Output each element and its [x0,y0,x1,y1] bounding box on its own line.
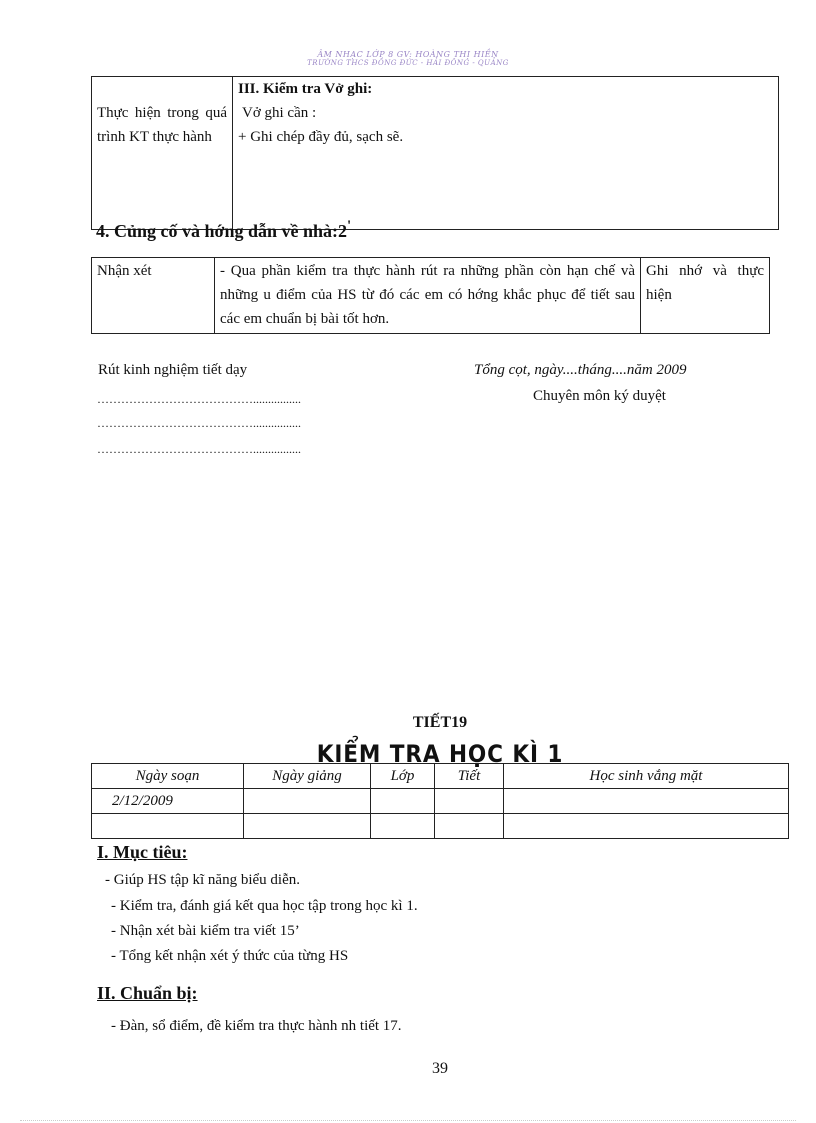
date-line: Tổng cọt, ngày....tháng....năm 2009 [474,362,687,378]
list-item: - Đàn, sổ điểm, đề kiểm tra thực hành nh tiết 17. [111,1018,402,1034]
section-4-heading [96,218,351,242]
table-cell [244,814,371,839]
table-vo-ghi [91,76,779,230]
table-row [92,789,789,814]
dotted-line: …………………………………................ [97,392,301,406]
table-cell [371,789,435,814]
table-header: Tiết [435,764,504,789]
table-cell [504,789,789,814]
table-header: Lớp [371,764,435,789]
table-cell: Ghi nhớ và thực hiện [641,258,770,334]
table-header: Ngày soạn [92,764,244,789]
text-line: + Ghi chép đầy đủ, sạch sẽ. [238,129,404,145]
table-header-row [92,764,789,789]
lesson-title: KIỂM TRA HỌC KÌ 1 [316,740,564,768]
page-number: 39 [432,1060,448,1077]
page-header [0,50,816,68]
table-cell [244,789,371,814]
table-cell [435,789,504,814]
heading-text: 4. Củng cố và hớng dẫn về nhà:2 [96,221,348,241]
table-cell [435,814,504,839]
table-cell: - Qua phần kiểm tra thực hành rút ra những phần còn hạn chế và những u điểm của HS từ đó các em có hớng khắc phục để tiết sau các em chuẩn bị bài tốt hơn. [215,258,641,334]
dotted-line: …………………………………................ [97,416,301,430]
muc-tieu-heading: I. Mục tiêu: [97,842,188,862]
table-row [92,814,789,839]
list-item: - Tổng kết nhận xét ý thức của từng HS [111,948,349,964]
table-cell-left: Thực hiện trong quá trình KT thực hành [92,77,233,230]
heading-sup: ' [347,218,352,234]
table-cell [504,814,789,839]
list-item: - Giúp HS tập kĩ năng biểu diễn. [105,872,300,888]
table-nhan-xet [91,257,770,334]
table-header: Học sinh vắng mặt [504,764,789,789]
table-cell: 2/12/2009 [92,789,244,814]
table-cell: Nhận xét [92,258,215,334]
lesson-number: TIẾT19 [412,714,468,731]
section-title-vo-ghi: III. Kiểm tra Vở ghi: [238,81,373,97]
approval-label: Chuyên môn ký duyệt [533,388,666,404]
text-line: Vở ghi cần : [242,105,317,121]
dotted-line: …………………………………................ [97,442,301,456]
table-row [92,258,770,334]
header-line-2: TRƯỜNG THCS ĐỒNG ĐỨC - HẢI ĐÔNG - QUẢNG [307,59,509,67]
list-item: - Kiểm tra, đánh giá kết qua học tập trong học kì 1. [111,898,418,914]
table-cell [92,814,244,839]
table-header: Ngày giảng [244,764,371,789]
bottom-divider [20,1120,796,1121]
list-item: - Nhận xét bài kiểm tra viết 15’ [111,923,300,939]
table-row [92,77,779,230]
table-cell-content [233,77,779,230]
rut-kinh-nghiem-label: Rút kinh nghiệm tiết dạy [98,362,248,378]
schedule-table [91,763,789,839]
table-cell [371,814,435,839]
chuan-bi-heading: II. Chuẩn bị: [97,983,198,1003]
header-line-1: ÂM NHẠC LỚP 8 GV: HOÀNG THỊ HIỀN [317,50,499,59]
